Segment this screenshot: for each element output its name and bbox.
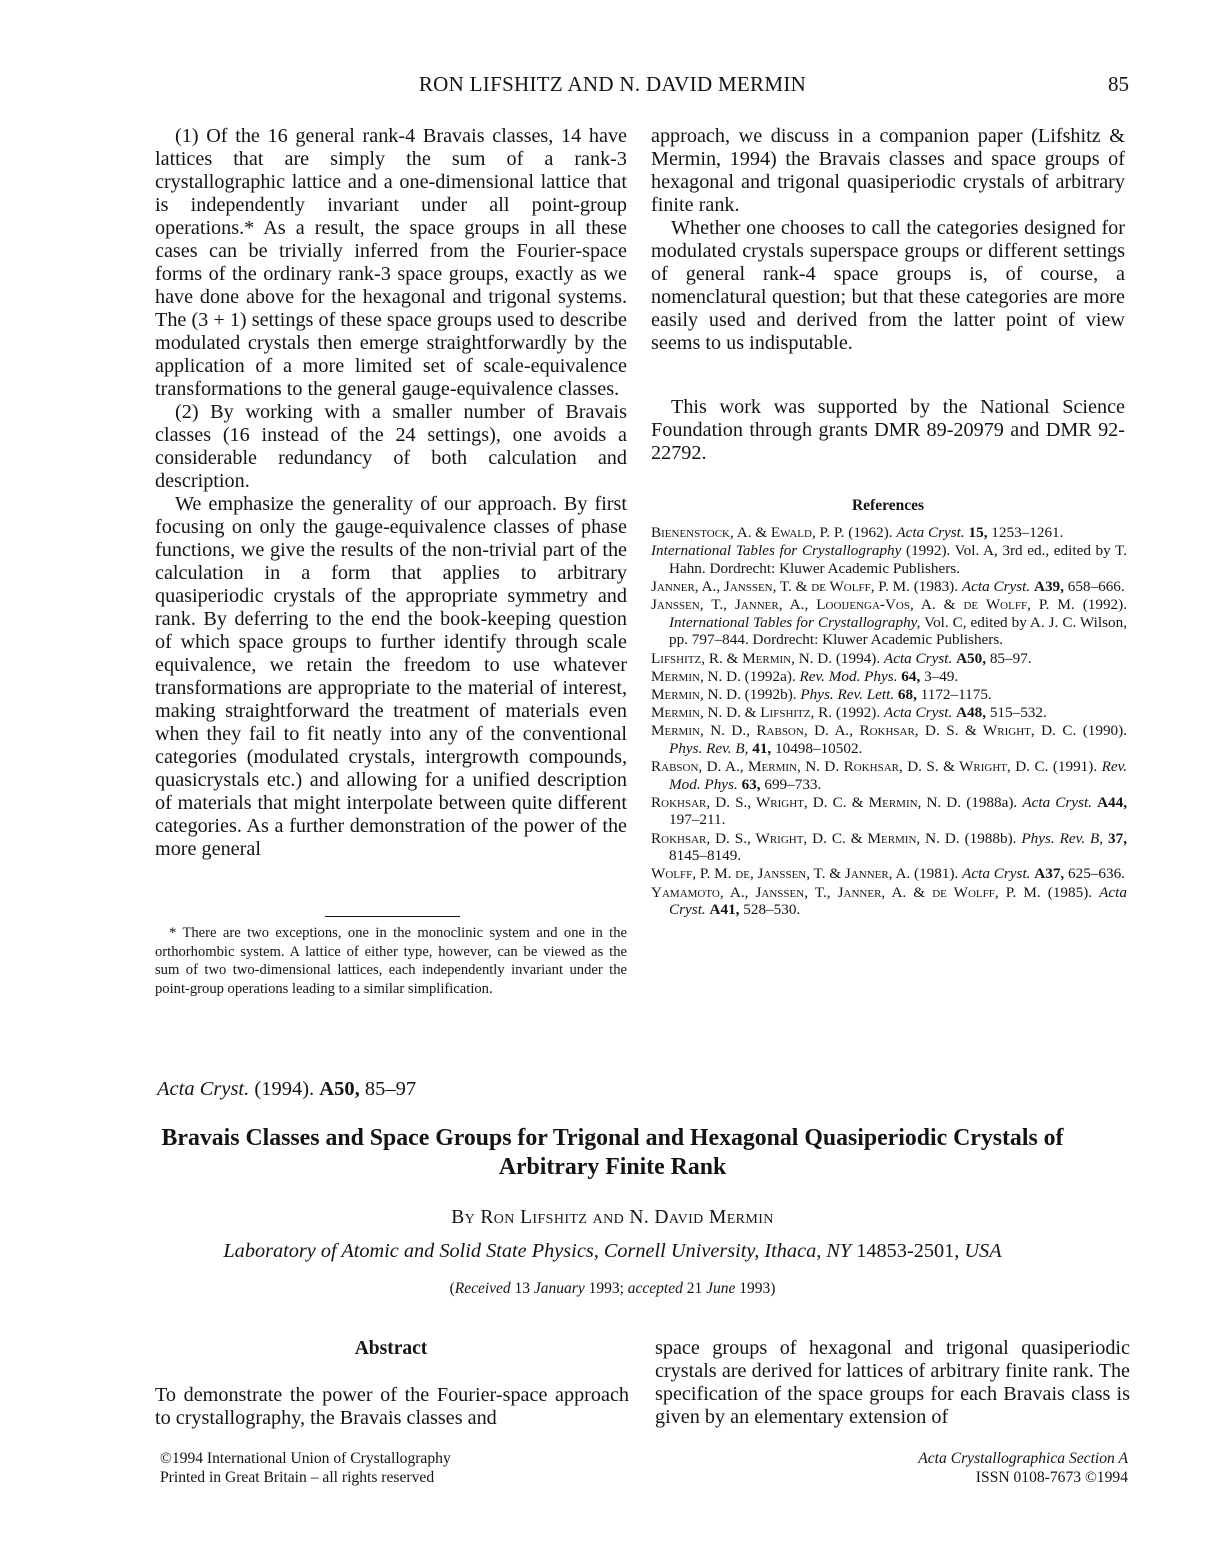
accepted-label: accepted xyxy=(627,1280,683,1297)
left-column xyxy=(155,125,627,861)
citation-year: (1994). xyxy=(254,1078,315,1100)
reference-authors: Janner, A., Janssen, T. & de Wolff, P. M. xyxy=(651,577,910,595)
reference-authors: Rabson, D. A., Mermin, N. D. Rokhsar, D. S. & Wright, D. C. xyxy=(651,758,1049,776)
reference-item xyxy=(651,578,1127,596)
reference-authors: Rokhsar, D. S., Wright, D. C. & Mermin, N. D. xyxy=(651,829,960,847)
article-citation xyxy=(157,1078,416,1101)
reference-year: (1985). xyxy=(1047,883,1093,901)
accepted-year: 1993) xyxy=(739,1280,776,1297)
article-title: Bravais Classes and Space Groups for Trigonal and Hexagonal Quasiperiodic Crystals of Arbitrary Finite Rank xyxy=(161,1125,1064,1180)
page-number: 85 xyxy=(1108,72,1129,96)
reference-year: (1962). xyxy=(848,524,893,541)
abstract-text: space groups of hexagonal and trigonal quasiperiodic crystals are derived for lattices of arbitrary finite rank. The specification of the space groups for each Bravais class is given by an elementary extension of xyxy=(655,1337,1130,1428)
accepted-date: 21 xyxy=(686,1280,703,1297)
reference-volume: A39, xyxy=(1033,577,1064,595)
reference-item xyxy=(651,830,1127,865)
reference-pages: 658–666. xyxy=(1067,577,1125,595)
reference-item xyxy=(651,686,1127,704)
reference-journal: International Tables for Crystallography, xyxy=(669,613,921,631)
reference-authors: Yamamoto, A., Janssen, T., Janner, A. & de Wolff, P. M. xyxy=(651,883,1041,901)
affiliation xyxy=(0,1240,1225,1263)
abstract-heading: Abstract xyxy=(354,1338,428,1359)
reference-journal: Acta Cryst. xyxy=(962,865,1031,883)
reference-authors: Wolff, P. M. de, Janssen, T. & Janner, A. xyxy=(651,865,911,883)
affiliation-text: Laboratory of Atomic and Solid State Physics, Cornell University, Ithaca, NY xyxy=(223,1240,852,1262)
reference-volume: 63, xyxy=(741,775,761,793)
reference-volume: 15, xyxy=(968,524,988,541)
reference-year: (1992b). xyxy=(744,685,797,703)
reference-item xyxy=(651,668,1127,686)
paragraph: Whether one chooses to call the categories designed for modulated crystals superspace groups or different settings of general rank-4 space groups is, of course, a nomenclatural question; but that these categories are more easily used and derived from the latter point of view seems to us indisputable. xyxy=(651,217,1125,354)
received-label: Received xyxy=(454,1280,511,1297)
reference-authors: Lifshitz, R. & Mermin, N. D. xyxy=(651,649,833,667)
reference-item xyxy=(651,524,1127,542)
received-year: 1993; xyxy=(588,1280,624,1297)
affiliation-zip: 14853-2501, xyxy=(856,1240,960,1262)
citation-journal: Acta Cryst. xyxy=(157,1078,250,1100)
received-dates: (Received 13 January 1993; accepted 21 June 1993) xyxy=(449,1280,776,1297)
reference-item xyxy=(651,650,1127,668)
reference-pages: 85–97. xyxy=(989,649,1032,667)
reference-pages: 515–532. xyxy=(989,704,1047,722)
reference-journal: Acta Cryst. xyxy=(669,883,1127,919)
reference-volume: A41, xyxy=(709,901,740,919)
reference-journal: Phys. Rev. B, xyxy=(669,739,749,757)
reference-year: (1992). xyxy=(835,704,881,722)
reference-authors: Rokhsar, D. S., Wright, D. C. & Mermin, N. D. xyxy=(651,793,962,811)
reference-authors: Mermin, N. D. xyxy=(651,685,741,703)
acknowledgment-text: This work was supported by the National Science Foundation through grants DMR 89-20979 and DMR 92-22792. xyxy=(651,396,1125,464)
right-column xyxy=(651,125,1125,355)
reference-year: (1992). xyxy=(1082,596,1128,614)
reference-volume: A50, xyxy=(956,649,987,667)
abstract-text: To demonstrate the power of the Fourier-space approach to crystallography, the Bravais classes and xyxy=(155,1384,629,1429)
reference-journal: Phys. Rev. B, xyxy=(1021,829,1104,847)
copyright xyxy=(160,1449,451,1487)
reference-authors: Mermin, N. D. & Lifshitz, R. xyxy=(651,704,833,722)
reference-item xyxy=(651,542,1127,577)
reference-journal: Rev. Mod. Phys. xyxy=(799,667,898,685)
journal-info xyxy=(918,1449,1128,1487)
footnote-divider xyxy=(325,916,460,917)
reference-pages: 10498–10502. xyxy=(775,739,863,757)
issn: ISSN 0108-7673 ©1994 xyxy=(975,1469,1128,1486)
reference-authors: Mermin, N. D., Rabson, D. A., Rokhsar, D. S. & Wright, D. C. xyxy=(651,722,1077,740)
reference-authors: Janssen, T., Janner, A., Looijenga-Vos, A. & de Wolff, P. M. xyxy=(651,596,1075,614)
reference-year: (1990). xyxy=(1082,722,1128,740)
reference-volume: A44, xyxy=(1097,793,1128,811)
accepted-month: June xyxy=(706,1280,736,1297)
reference-item xyxy=(651,865,1127,883)
reference-journal: Acta Cryst. xyxy=(883,704,953,722)
copyright-line: ©1994 International Union of Crystallography xyxy=(160,1450,451,1467)
reference-pages: 197–211. xyxy=(669,811,726,829)
paragraph: (1) Of the 16 general rank-4 Bravais classes, 14 have lattices that are simply the sum of a rank-3 crystallographic lattice and a one-dimensional lattice that is independently invariant under all point-group operations.* As a result, the space groups in all these cases can be trivially inferred from the Fourier-space forms of the ordinary rank-3 space groups, exactly as we have done above for the hexagonal and trigonal systems. The (3 + 1) settings of these space groups used to describe modulated crystals then emerge straightforwardly by the application of a more limited set of scale-equivalence transformations to the general gauge-equivalence classes. xyxy=(155,125,627,400)
reference-journal: Acta Cryst. xyxy=(896,524,965,541)
reference-volume: 37, xyxy=(1108,829,1128,847)
received-month: January xyxy=(533,1280,585,1297)
reference-journal: Rev. Mod. Phys. xyxy=(669,758,1128,793)
reference-authors: Mermin, N. D. xyxy=(651,667,741,685)
reference-item xyxy=(651,794,1127,829)
reference-pages: 1253–1261. xyxy=(991,524,1064,541)
reference-year: (1994). xyxy=(835,649,881,667)
citation-volume: A50, xyxy=(319,1078,360,1100)
reference-journal: International Tables for Crystallography xyxy=(651,542,902,560)
reference-pages: 3–49. xyxy=(924,667,959,685)
reference-volume: A37, xyxy=(1034,865,1065,883)
reference-item xyxy=(651,704,1127,722)
citation-pages: 85–97 xyxy=(364,1078,417,1100)
abstract-left xyxy=(155,1384,629,1430)
reference-item xyxy=(651,596,1127,649)
reference-pages: 528–530. xyxy=(743,901,801,919)
references-heading: References xyxy=(851,497,924,514)
reference-volume: 64, xyxy=(901,667,921,685)
reference-pages: 1172–1175. xyxy=(920,685,992,703)
reference-pages: 699–733. xyxy=(764,775,822,793)
paragraph: approach, we discuss in a companion paper (Lifshitz & Mermin, 1994) the Bravais classes and space groups of hexagonal and trigonal quasiperiodic crystals of arbitrary finite rank. xyxy=(651,125,1125,216)
references-list xyxy=(651,524,1127,919)
reference-pages: 625–636. xyxy=(1068,865,1125,883)
reference-journal: Acta Cryst. xyxy=(1022,793,1092,811)
abstract-right xyxy=(655,1337,1130,1429)
reference-year: (1981). xyxy=(914,865,959,883)
reference-extra: Vol. C, edited by A. J. C. Wilson, pp. 797–844. Dordrecht: Kluwer Academic Publishers. xyxy=(669,613,1127,649)
reference-year: (1988b). xyxy=(964,829,1017,847)
byline: By Ron Lifshitz and N. David Mermin xyxy=(451,1207,774,1228)
reference-pages: 8145–8149. xyxy=(669,847,742,865)
journal-name: Acta Crystallographica Section A xyxy=(918,1450,1128,1467)
paragraph: (2) By working with a smaller number of Bravais classes (16 instead of the 24 settings), one avoids a considerable redundancy of both calculation and description. xyxy=(155,401,627,492)
reference-item xyxy=(651,722,1127,757)
reference-volume: 41, xyxy=(752,739,772,757)
reference-authors: Bienenstock, A. & Ewald, P. P. xyxy=(651,524,845,541)
reference-extra: (1992). Vol. A, 3rd ed., edited by T. Hahn. Dordrecht: Kluwer Academic Publishers. xyxy=(669,542,1127,577)
reference-year: (1988a). xyxy=(966,793,1018,811)
reference-journal: Acta Cryst. xyxy=(961,577,1031,595)
reference-item xyxy=(651,758,1127,793)
paragraph: We emphasize the generality of our approach. By first focusing on only the gauge-equivalence classes of phase functions, we give the results of the non-trivial part of the calculation in a form that applies to arbitrary quasiperiodic crystals of the appropriate symmetry and rank. By deferring to the end the book-keeping question of which space groups to further identify through scale equivalence, we retain the freedom to use whatever transformations are appropriate to the material of interest, making straightforward the treatment of materials even when they fail to fit neatly into any of the conventional categories (modulated crystals, intergrowth compounds, quasicrystals etc.) and allowing for a unified description of materials that might interpolate between quite different categories. As a further demonstration of the power of the more general xyxy=(155,493,627,860)
received-date: 13 xyxy=(514,1280,531,1297)
running-title: RON LIFSHITZ AND N. DAVID MERMIN xyxy=(418,72,807,96)
reference-year: (1991). xyxy=(1052,758,1098,776)
copyright-line: Printed in Great Britain – all rights reserved xyxy=(160,1469,435,1486)
footnote xyxy=(155,924,627,998)
affiliation-country: USA xyxy=(964,1240,1002,1262)
reference-year: (1983). xyxy=(913,577,959,595)
reference-volume: 68, xyxy=(897,685,917,703)
reference-journal: Acta Cryst. xyxy=(883,649,953,667)
reference-item xyxy=(651,884,1127,919)
reference-volume: A48, xyxy=(956,704,987,722)
reference-journal: Phys. Rev. Lett. xyxy=(800,685,895,703)
footnote-text: * There are two exceptions, one in the monoclinic system and one in the orthorhombic system. A lattice of either type, however, can be viewed as the sum of two two-dimensional lattices, each independently invariant under the point-group operations leading to a similar simplification. xyxy=(155,925,627,997)
acknowledgment xyxy=(651,396,1125,465)
reference-year: (1992a). xyxy=(744,667,796,685)
